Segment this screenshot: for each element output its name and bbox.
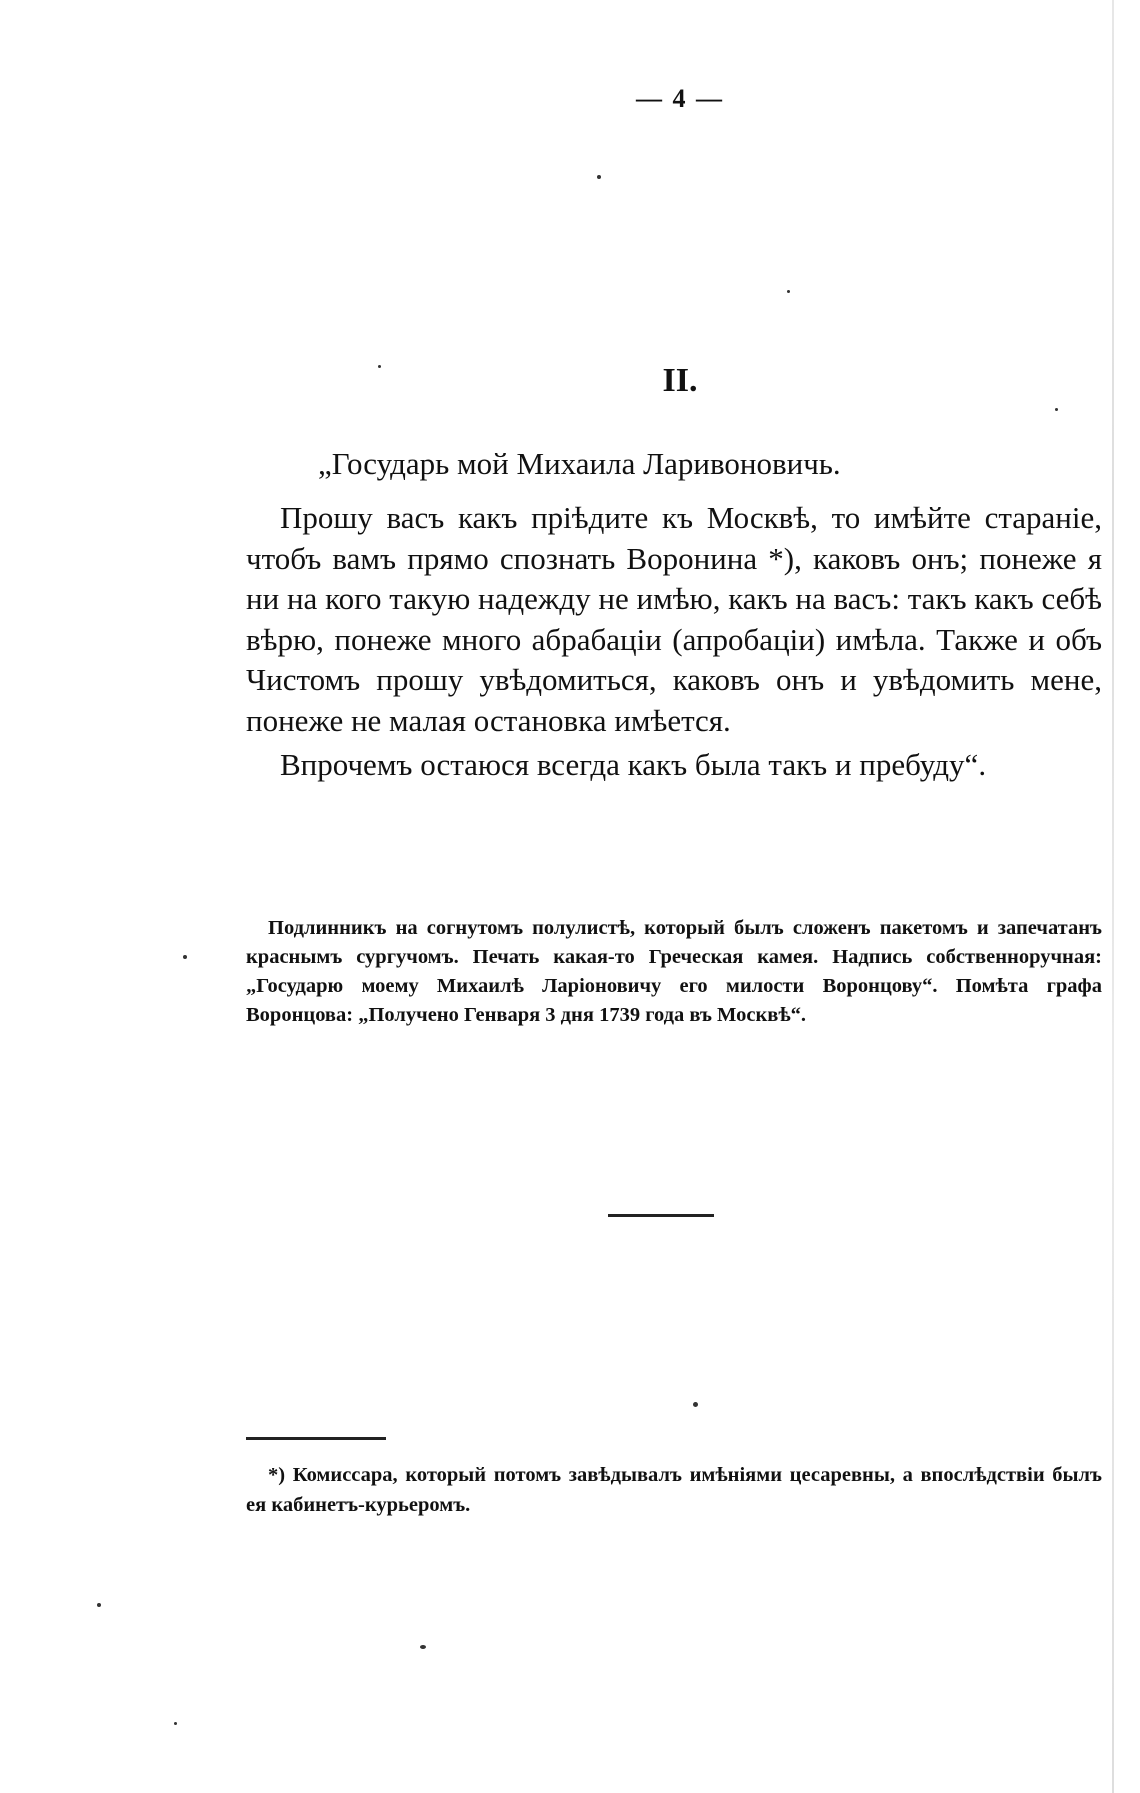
scan-speck bbox=[597, 175, 601, 179]
section-heading: II. bbox=[662, 362, 698, 399]
scan-edge bbox=[1112, 0, 1114, 1793]
scan-speck bbox=[787, 290, 790, 293]
footnote: *) Комиссара, который потомъ завѣдывалъ имѣніями цесаревны, а впослѣдствіи былъ ея кабинетъ-курьеромъ. bbox=[246, 1464, 1102, 1516]
scan-speck bbox=[378, 365, 381, 368]
letter-paragraph: Впрочемъ остаюся всегда какъ была такъ и пребуду“. bbox=[280, 747, 987, 782]
scan-speck bbox=[693, 1402, 698, 1407]
scan-speck bbox=[174, 1722, 177, 1725]
section-divider bbox=[608, 1214, 714, 1217]
scan-speck bbox=[97, 1603, 101, 1607]
editorial-note: Подлинникъ на согнутомъ полулистѣ, который былъ сложенъ пакетомъ и запечатанъ краснымъ сургучомъ. Печать какая-то Греческая камея. Надпись собственноручная: „Государю моему Михаилѣ Ларіоновичу его милости Воронцову“. Помѣта графа Воронцова: „Получено Генваря 3 дня 1739 года въ Москвѣ“. bbox=[246, 917, 1102, 1026]
letter-paragraph: Прошу васъ какъ пріѣдите къ Москвѣ, то имѣйте стараніе, чтобъ вамъ прямо спознать Воронина *), каковъ онъ; понеже я ни на кого такую надежду не имѣю, какъ на васъ: такъ какъ себѣ вѣрю, понеже много абрабаціи (апробаціи) имѣла. Также и объ Чистомъ прошу увѣдомиться, каковъ онъ и увѣдомить мене, понеже не малая остановка имѣется. bbox=[246, 500, 1102, 738]
scan-speck bbox=[1055, 408, 1058, 411]
page-number: — 4 — bbox=[636, 84, 724, 113]
letter-body bbox=[246, 498, 1102, 786]
letter-salutation: „Государь мой Михаила Ларивоновичь. bbox=[318, 446, 841, 481]
scan-speck bbox=[420, 1645, 426, 1649]
scan-speck bbox=[183, 955, 187, 959]
footnote-divider bbox=[246, 1437, 386, 1440]
